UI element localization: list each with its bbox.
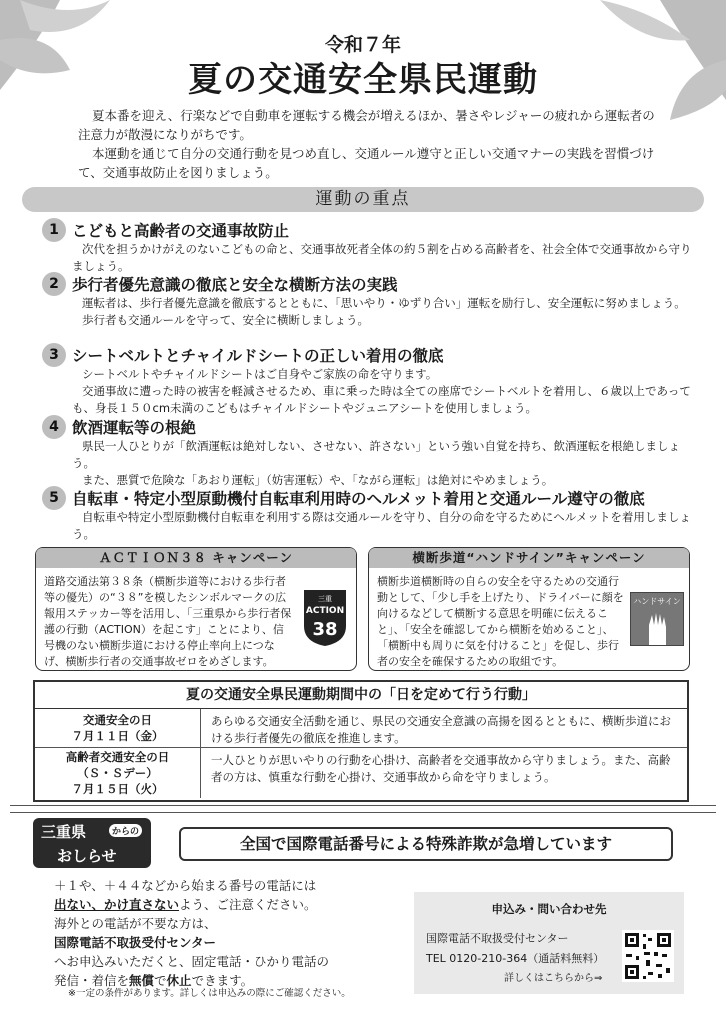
badge-notice: おしらせ: [57, 847, 117, 865]
year-label: 令和７年: [324, 34, 401, 56]
contact-more-link[interactable]: 詳しくはこちらから⇒: [504, 973, 603, 984]
point-title: こどもと高齢者の交通事故防止: [72, 222, 290, 240]
fraud-notice-text: [54, 876, 404, 990]
contact-heading: 申込み・問い合わせ先: [491, 902, 607, 916]
table-row: [35, 748, 687, 798]
table-row: [35, 709, 687, 748]
badge-word-text: ACTION: [305, 606, 345, 616]
hand-sign-icon: [630, 592, 684, 646]
point-number: 5: [42, 486, 66, 510]
focus-point-2: [42, 273, 692, 329]
badge-from: からの: [109, 824, 142, 837]
row-label: 高齢者交通安全の日: [65, 750, 170, 764]
mie-notice-badge: [33, 818, 151, 868]
handsign-text: 横断歩道横断時の自らの安全を守るための交通行動として、「少し手を上げたり、ドライバーに顔を向けるなどして横断する意思を明確に伝えること」、「安全を確認してから横断を始めること」、「横断中も周りに気を付けること」を促し、歩行者の安全を確保するための取組です。: [377, 575, 624, 668]
notice-text: 発信・着信を: [54, 973, 130, 988]
action38-title: ＡＣＴＩＯＮ３８ キャンペーン: [36, 548, 356, 568]
row-date: ７月１１日（金）: [71, 729, 164, 743]
point-title: 自転車・特定小型原動機付自転車利用時のヘルメット着用と交通ルール遵守の徹底: [72, 490, 645, 508]
notice-emphasis: 出ない、かけ直さない: [54, 897, 180, 912]
notice-line: [54, 895, 404, 914]
notice-text: よう、ご注意ください。: [179, 897, 317, 912]
contact-tel: TEL 0120-210-364（通話料無料）: [426, 952, 605, 965]
point-body: 歩行者も交通ルールを守って、安全に横断しましょう。: [82, 313, 370, 327]
notice-line: 国際電話不取扱受付センター: [54, 935, 217, 950]
intro-paragraph-2: 本運動を通じて自分の交通行動を見つめ直し、交通ルール遵守と正しい交通マナーの実践を習慣づけて、交通事故防止を図りましょう。: [78, 146, 655, 180]
point-body: 次代を担うかけがえのないこどもの命と、交通事故死者全体の約５割を占める高齢者を、社会全体で交通事故から守りましょう。: [72, 242, 692, 273]
focus-heading: 運動の重点: [22, 187, 704, 212]
point-body: 運転者は、歩行者優先意識を徹底するとともに、「思いやり・ゆずり合い」運転を励行し、安全運転に努めましょう。: [82, 296, 686, 310]
point-title: シートベルトとチャイルドシートの正しい着用の徹底: [72, 347, 444, 365]
contact-center: 国際電話不取扱受付センター: [426, 932, 569, 945]
action38-text: 道路交通法第３８条（横断歩道等における歩行者等の優先）の“３８”を模したシンボルマークの広報用ステッカー等を活用し、「三重県から歩行者保護の行動（ACTION）を起こす」ことにより、信号機のない横断歩道における停止率向上につなげ、横断歩行者の交通事故ゼロをめざします。: [44, 575, 292, 668]
page-title: 夏の交通安全県民運動: [188, 60, 538, 100]
notice-text: できます。: [191, 973, 254, 988]
focus-point-1: [42, 219, 692, 275]
point-number: 3: [42, 343, 66, 367]
focus-point-5: [42, 487, 692, 543]
row-date: ７月１５日（火）: [71, 782, 164, 796]
point-body: 自転車や特定小型原動機付自転車を利用する際は交通ルールを守り、自分の命を守るためにヘルメットを着用しましょう。: [72, 510, 691, 541]
badge-number-text: 38: [312, 619, 338, 640]
notice-line: へお申込みいただくと、固定電話・ひかり電話の: [54, 954, 330, 969]
table-title: 夏の交通安全県民運動期間中の「日を定めて行う行動」: [35, 682, 687, 709]
row-sublabel: （Ｓ・Ｓデー）: [77, 766, 158, 780]
row-text: あらゆる交通安全活動を通じ、県民の交通安全意識の高揚を図るとともに、横断歩道における歩行者優先の徹底を推進します。: [211, 714, 671, 745]
notice-line: ＋１や、＋４４などから始まる番号の電話には: [54, 878, 317, 893]
action38-badge-icon: [300, 586, 350, 648]
intro-paragraph-1: 夏本番を迎え、行楽などで自動車を運転する機会が増えるほか、暑さやレジャーの疲れから運転者の注意力が散漫になりがちです。: [78, 108, 655, 142]
point-number: 2: [42, 272, 66, 296]
point-body: 交通事故に遭った時の被害を軽減させるため、車に乗った時は全ての座席でシートベルトを着用し、６歳以上であっても、身長１５０cm未満のこどもはチャイルドシートやジュニアシートを使用しましょう。: [72, 384, 691, 415]
point-title: 歩行者優先意識の徹底と安全な横断方法の実践: [72, 276, 398, 294]
focus-point-4: [42, 416, 692, 489]
contact-box: [414, 892, 684, 994]
notice-line: 海外との電話が不要な方は、: [54, 916, 217, 931]
point-number: 4: [42, 415, 66, 439]
designated-days-table: [33, 680, 689, 802]
point-body: また、悪質で危険な「あおり運転」（妨害運転）や、「ながら運転」は絶対にやめましょう。: [82, 473, 554, 487]
row-label: 交通安全の日: [83, 713, 152, 727]
intro-text: [78, 106, 658, 182]
footnote: ※一定の条件があります。詳しくは申込みの際にご確認ください。: [68, 988, 351, 999]
qr-code-icon[interactable]: [622, 930, 674, 982]
badge-top-text: 三重: [318, 595, 332, 603]
focus-point-3: [42, 344, 692, 417]
point-number: 1: [42, 218, 66, 242]
point-body: シートベルトやチャイルドシートはご自身やご家族の命を守ります。: [82, 367, 438, 381]
point-title: 飲酒運転等の根絶: [72, 419, 197, 437]
row-text: 一人ひとりが思いやりの行動を心掛け、高齢者を交通事故から守りましょう。また、高齢者の方は、慎重な行動を心掛け、交通事故から命を守りましょう。: [211, 753, 671, 784]
handsign-title: 横断歩道“ハンドサイン”キャンペーン: [369, 548, 689, 568]
section-divider: [10, 805, 716, 813]
fraud-alert-heading: 全国で国際電話番号による特殊詐欺が急増しています: [179, 827, 673, 861]
notice-emphasis: 休止: [166, 973, 192, 988]
badge-prefecture: 三重県: [41, 823, 87, 841]
notice-emphasis: 無償: [129, 973, 155, 988]
notice-text: で: [154, 973, 167, 988]
hand-sign-icon-label: ハンドサイン: [633, 597, 681, 606]
point-body: 県民一人ひとりが「飲酒運転は絶対しない、させない、許さない」という強い自覚を持ち、飲酒運転を根絶しましょう。: [72, 439, 680, 470]
